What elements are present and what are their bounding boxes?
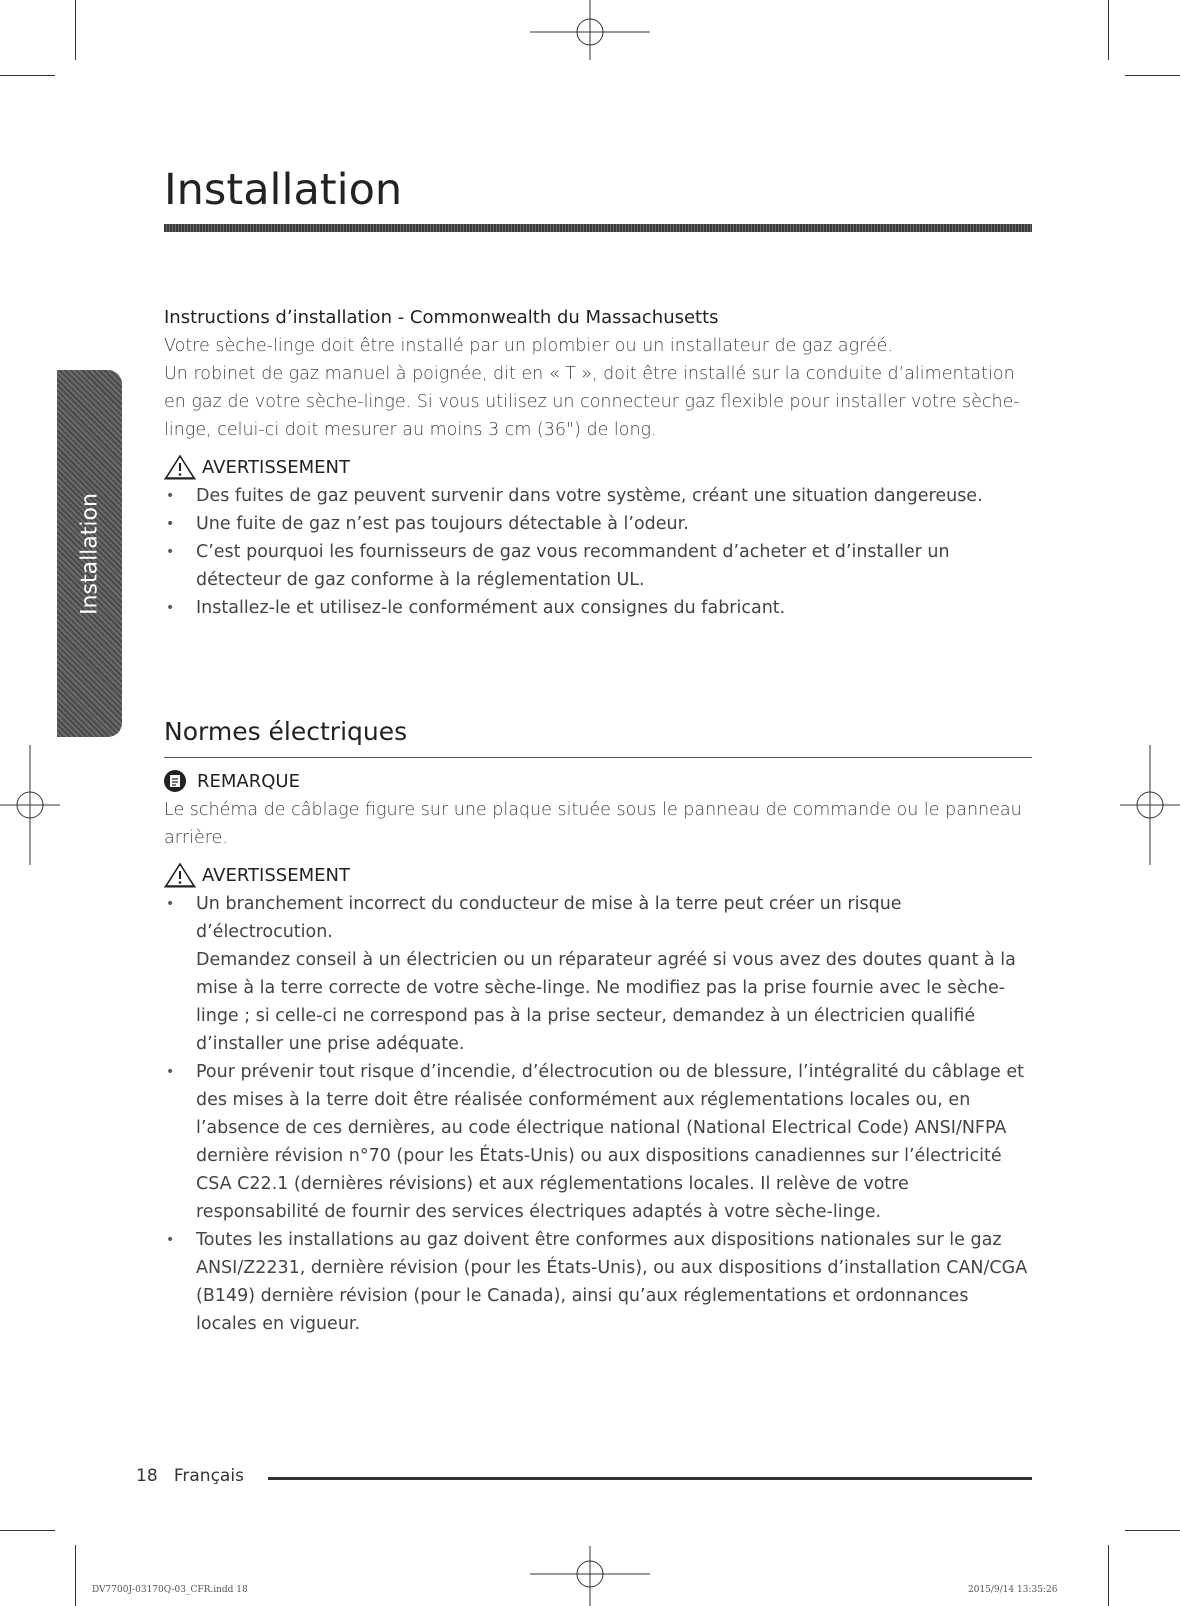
massachusetts-para-2: Un robinet de gaz manuel à poignée, dit en « T », doit être installé sur la conduite d’alimentation en gaz de votre sèche-linge. Si vous utilisez un connecteur gaz flexible pour installer votre sèche-linge, celui-ci doit mesurer au moins 3 cm (36") de long. — [164, 364, 1020, 440]
note-label: REMARQUE — [197, 770, 300, 792]
warning-heading — [164, 454, 1034, 480]
list-item: • Une fuite de gaz n’est pas toujours détectable à l’odeur. — [164, 510, 1034, 538]
warning-heading — [164, 862, 1034, 888]
warning-label: AVERTISSEMENT — [202, 456, 350, 478]
side-tab-label: Installation — [77, 492, 102, 615]
warning-triangle-icon — [164, 862, 196, 888]
warning-label: AVERTISSEMENT — [202, 864, 350, 886]
list-item: • C’est pourquoi les fournisseurs de gaz vous recommandent d’acheter et d’installer un détecteur de gaz conforme à la réglementation UL. — [164, 538, 1034, 594]
page-title: Installation — [164, 165, 403, 215]
note-text: Le schéma de câblage figure sur une plaque située sous le panneau de commande ou le panneau arrière. — [164, 800, 1022, 848]
list-item: • Installez-le et utilisez-le conformément aux consignes du fabricant. — [164, 594, 1034, 622]
crop-mark — [75, 0, 76, 60]
footer-language: Français — [173, 1466, 244, 1486]
side-tab — [57, 370, 122, 737]
list-item: • Des fuites de gaz peuvent survenir dans votre système, créant une situation dangereuse. — [164, 482, 1034, 510]
list-item-text: Un branchement incorrect du conducteur de mise à la terre peut créer un risque d’électrocution. — [196, 894, 902, 942]
page-number: 18 — [136, 1466, 158, 1486]
massachusetts-section — [164, 307, 1034, 622]
electric-section — [164, 770, 1034, 1338]
list-item-extra: Demandez conseil à un électricien ou un réparateur agréé si vous avez des doutes quant à la mise à la terre correcte de votre sèche-linge. Ne modifiez pas la prise fournie avec le sèche-linge ; si celle-ci ne correspond pas à la prise secteur, demandez à un électricien qualifié d’installer une prise adéquate. — [196, 950, 1016, 1054]
crop-mark — [0, 1530, 55, 1531]
crop-mark — [0, 75, 55, 76]
crop-mark — [1125, 75, 1180, 76]
list-item: • Pour prévenir tout risque d’incendie, d’électrocution ou de blessure, l’intégralité du câblage et des mises à la terre doit être réalisée conformément aux réglementations locales ou, en l’absence de ces dernières, au code électrique national (National Electrical Code) ANSI/NFPA dernière révision n°70 (pour les États-Unis) ou aux dispositions canadiennes sur l’électricité CSA C22.1 (dernières révisions) et aux réglementations locales. Il relève de votre responsabilité de fournir des services électriques adaptés à votre sèche-linge. — [164, 1058, 1034, 1226]
registration-mark-right — [1120, 745, 1180, 865]
print-file-info: DV7700J-03170Q-03_CFR.indd 18 — [92, 1585, 248, 1595]
footer-page — [136, 1466, 244, 1486]
registration-mark-top — [530, 0, 650, 60]
print-timestamp: 2015/9/14 13:35:26 — [968, 1585, 1058, 1595]
crop-mark — [1108, 0, 1109, 60]
massachusetts-heading: Instructions d’installation - Commonwealth du Massachusetts — [164, 307, 719, 328]
crop-mark — [1108, 1545, 1109, 1606]
section-title-electric: Normes électriques — [164, 717, 408, 746]
crop-mark — [1125, 1530, 1180, 1531]
registration-mark-left — [0, 745, 60, 865]
footer-rule — [268, 1477, 1032, 1480]
massachusetts-para-1: Votre sèche-linge doit être installé par un plombier ou un installateur de gaz agréé. — [164, 336, 894, 356]
crop-mark — [75, 1545, 76, 1606]
note-heading — [164, 770, 1034, 792]
section-divider — [164, 757, 1032, 758]
note-icon — [164, 770, 186, 792]
list-item: • Toutes les installations au gaz doivent être conformes aux dispositions nationales sur le gaz ANSI/Z2231, dernière révision (pour les États-Unis), ou aux dispositions d’installation CAN/CGA (B149) dernière révision (pour le Canada), ainsi qu’aux réglementations et ordonnances locales en vigueur. — [164, 1226, 1034, 1338]
registration-mark-bottom — [530, 1546, 650, 1606]
massachusetts-warning-list — [164, 482, 1034, 622]
warning-triangle-icon — [164, 454, 196, 480]
list-item — [164, 890, 1034, 1058]
electric-warning-list — [164, 890, 1034, 1338]
title-underline — [164, 224, 1032, 232]
